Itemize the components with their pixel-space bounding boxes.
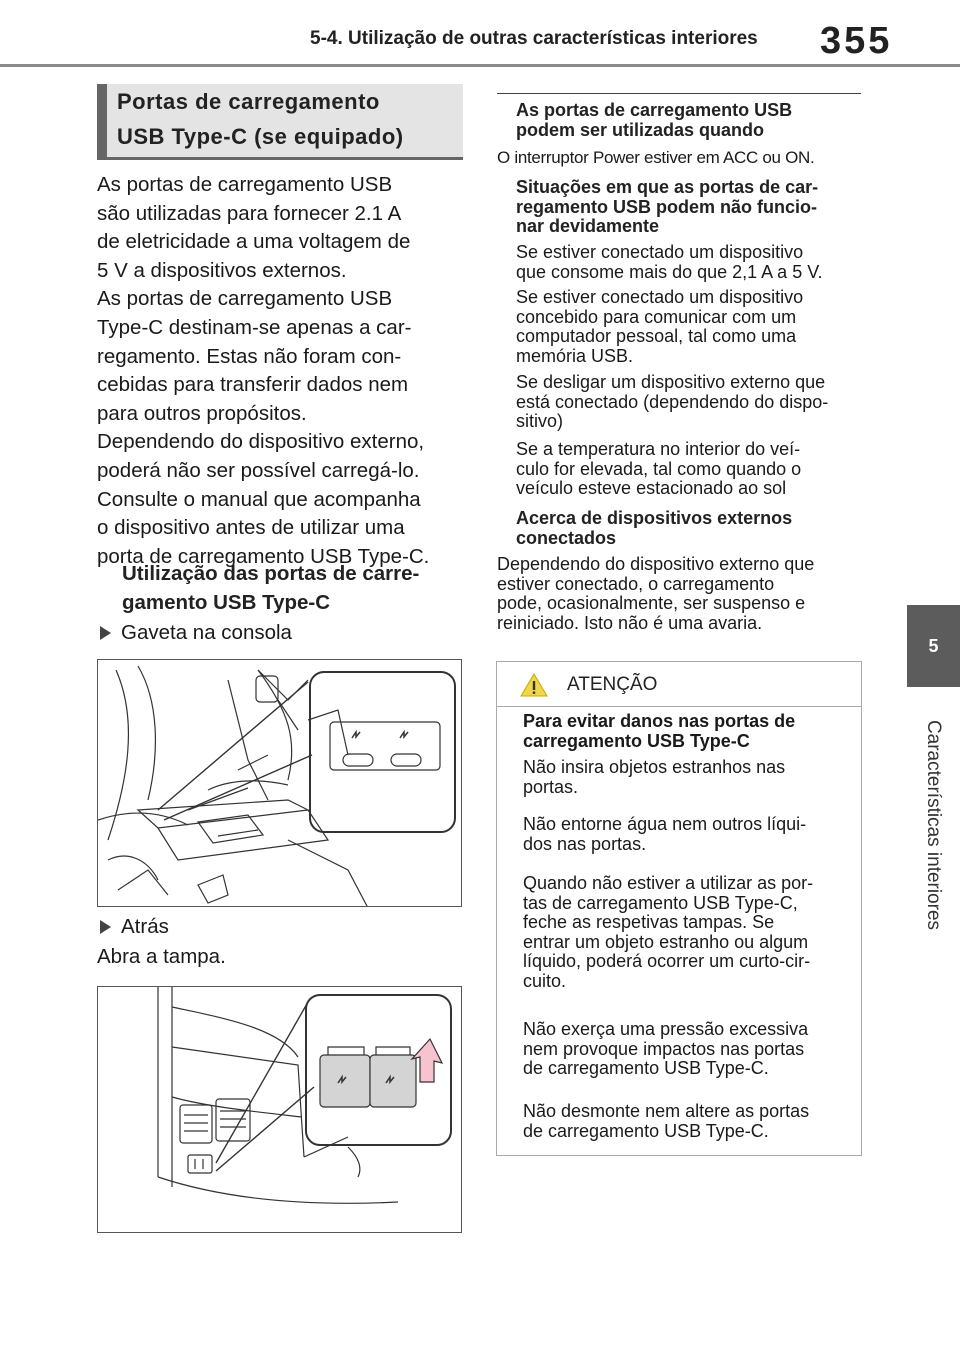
- situation-line: Se estiver conectado um dispositivo: [516, 242, 804, 262]
- caution-item-line: de carregamento USB Type-C.: [523, 1058, 769, 1078]
- caution-item-line: cuito.: [523, 970, 567, 991]
- caution-heading-line: Para evitar danos nas portas de: [523, 711, 796, 731]
- caution-heading-line: carregamento USB Type-C: [523, 730, 750, 751]
- intro-line: poderá não ser possível carregá-lo.: [97, 459, 420, 482]
- situations-heading-line: Situações em que as portas de car-: [516, 177, 819, 197]
- section-heading: [97, 84, 463, 160]
- caution-title: ATENÇÃO: [567, 674, 658, 695]
- caution-item-line: portas.: [523, 776, 579, 797]
- rear-ports-illustration: [97, 986, 462, 1233]
- intro-line: para outros propósitos.: [97, 401, 307, 425]
- usage-heading-line: Utilização das portas de carre-: [122, 562, 420, 585]
- intro-line: de eletricidade a uma voltagem de: [97, 230, 411, 254]
- chapter-tab-label: Características interiores: [923, 719, 944, 931]
- intro-line: Type-C destinam-se apenas a car-: [97, 316, 412, 339]
- caution-item-line: Não exerça uma pressão excessiva: [523, 1019, 809, 1039]
- when-heading-line: podem ser utilizadas quando: [516, 119, 765, 140]
- external-text-line: pode, ocasionalmente, ser suspenso e: [497, 593, 806, 613]
- caution-item-line: Não insira objetos estranhos nas: [523, 757, 786, 777]
- external-heading-line: conectados: [516, 527, 617, 548]
- caution-item-line: de carregamento USB Type-C.: [523, 1120, 769, 1141]
- situations-heading-line: regamento USB podem não funcio-: [516, 196, 818, 217]
- situation-line: sitivo): [516, 411, 564, 431]
- external-text-line: Dependendo do dispositivo externo que: [497, 554, 815, 574]
- situation-line: veículo esteve estacionado ao sol: [516, 478, 787, 498]
- caution-item-line: Quando não estiver a utilizar as por-: [523, 873, 814, 893]
- section-heading-line2: USB Type-C (se equipado): [117, 124, 404, 149]
- situation-line: Se a temperatura no interior do veí-: [516, 439, 801, 459]
- intro-line: o dispositivo antes de utilizar uma: [97, 516, 405, 540]
- caution-item-line: tas de carregamento USB Type-C,: [523, 892, 798, 913]
- running-header: 5-4. Utilização de outras características interiores: [310, 28, 758, 49]
- bullet-rear: Atrás: [100, 913, 169, 941]
- intro-line: são utilizadas para fornecer 2.1 A: [97, 201, 402, 225]
- usage-heading-line: gamento USB Type-C: [122, 591, 331, 614]
- console-ports-illustration: [97, 659, 462, 907]
- intro-line: As portas de carregamento USB: [97, 173, 393, 196]
- situation-line: memória USB.: [516, 345, 634, 366]
- page-number: 355: [820, 20, 893, 62]
- caution-item-line: Não entorne água nem outros líqui-: [523, 814, 807, 834]
- bullet-arrow-icon: [100, 920, 111, 934]
- intro-line: As portas de carregamento USB: [97, 287, 393, 311]
- external-heading-line: Acerca de dispositivos externos: [516, 508, 793, 528]
- caution-item-line: dos nas portas.: [523, 833, 647, 854]
- intro-line: Dependendo do dispositivo externo,: [97, 430, 425, 454]
- external-text-line: estiver conectado, o carregamento: [497, 573, 775, 594]
- caution-item-line: líquido, poderá ocorrer um curto-cir-: [523, 951, 811, 971]
- intro-line: regamento. Estas não foram con-: [97, 344, 402, 368]
- intro-line: porta de carregamento USB Type-C.: [97, 544, 430, 568]
- intro-line: Consulte o manual que acompanha: [97, 487, 421, 511]
- situations-heading-line: nar devidamente: [516, 216, 660, 236]
- situation-line: Se estiver conectado um dispositivo: [516, 287, 804, 307]
- caution-item-line: nem provoque impactos nas portas: [523, 1038, 805, 1059]
- caution-item-line: feche as respetivas tampas. Se: [523, 912, 775, 932]
- when-text: O interruptor Power estiver em ACC ou ON.: [497, 148, 815, 167]
- external-text-line: reiniciado. Isto não é uma avaria.: [497, 612, 763, 633]
- intro-line: cebidas para transferir dados nem: [97, 373, 409, 397]
- chapter-tab-number: 5: [907, 605, 960, 687]
- section-heading-line1: Portas de carregamento: [117, 89, 380, 114]
- caution-box: [496, 661, 862, 1156]
- bullet-arrow-icon: [100, 626, 111, 640]
- intro-line: 5 V a dispositivos externos.: [97, 258, 347, 282]
- right-column-top-rule: [497, 93, 861, 94]
- situation-line: está conectado (dependendo do dispo-: [516, 391, 829, 412]
- situation-line: que consome mais do que 2,1 A a 5 V.: [516, 261, 823, 282]
- rear-instruction: Abra a tampa.: [97, 945, 226, 968]
- caution-header: [497, 662, 861, 707]
- when-heading-line: As portas de carregamento USB: [516, 100, 793, 120]
- caution-item-line: Não desmonte nem altere as portas: [523, 1101, 810, 1121]
- situation-line: computador pessoal, tal como uma: [516, 326, 797, 346]
- situation-line: concebido para comunicar com um: [516, 306, 797, 327]
- caution-item-line: entrar um objeto estranho ou algum: [523, 931, 809, 952]
- bullet-console: Gaveta na consola: [100, 619, 292, 647]
- situation-line: Se desligar um dispositivo externo que: [516, 372, 826, 392]
- warning-triangle-icon: [519, 672, 549, 698]
- header-divider: [0, 64, 960, 67]
- situation-line: culo for elevada, tal como quando o: [516, 458, 802, 479]
